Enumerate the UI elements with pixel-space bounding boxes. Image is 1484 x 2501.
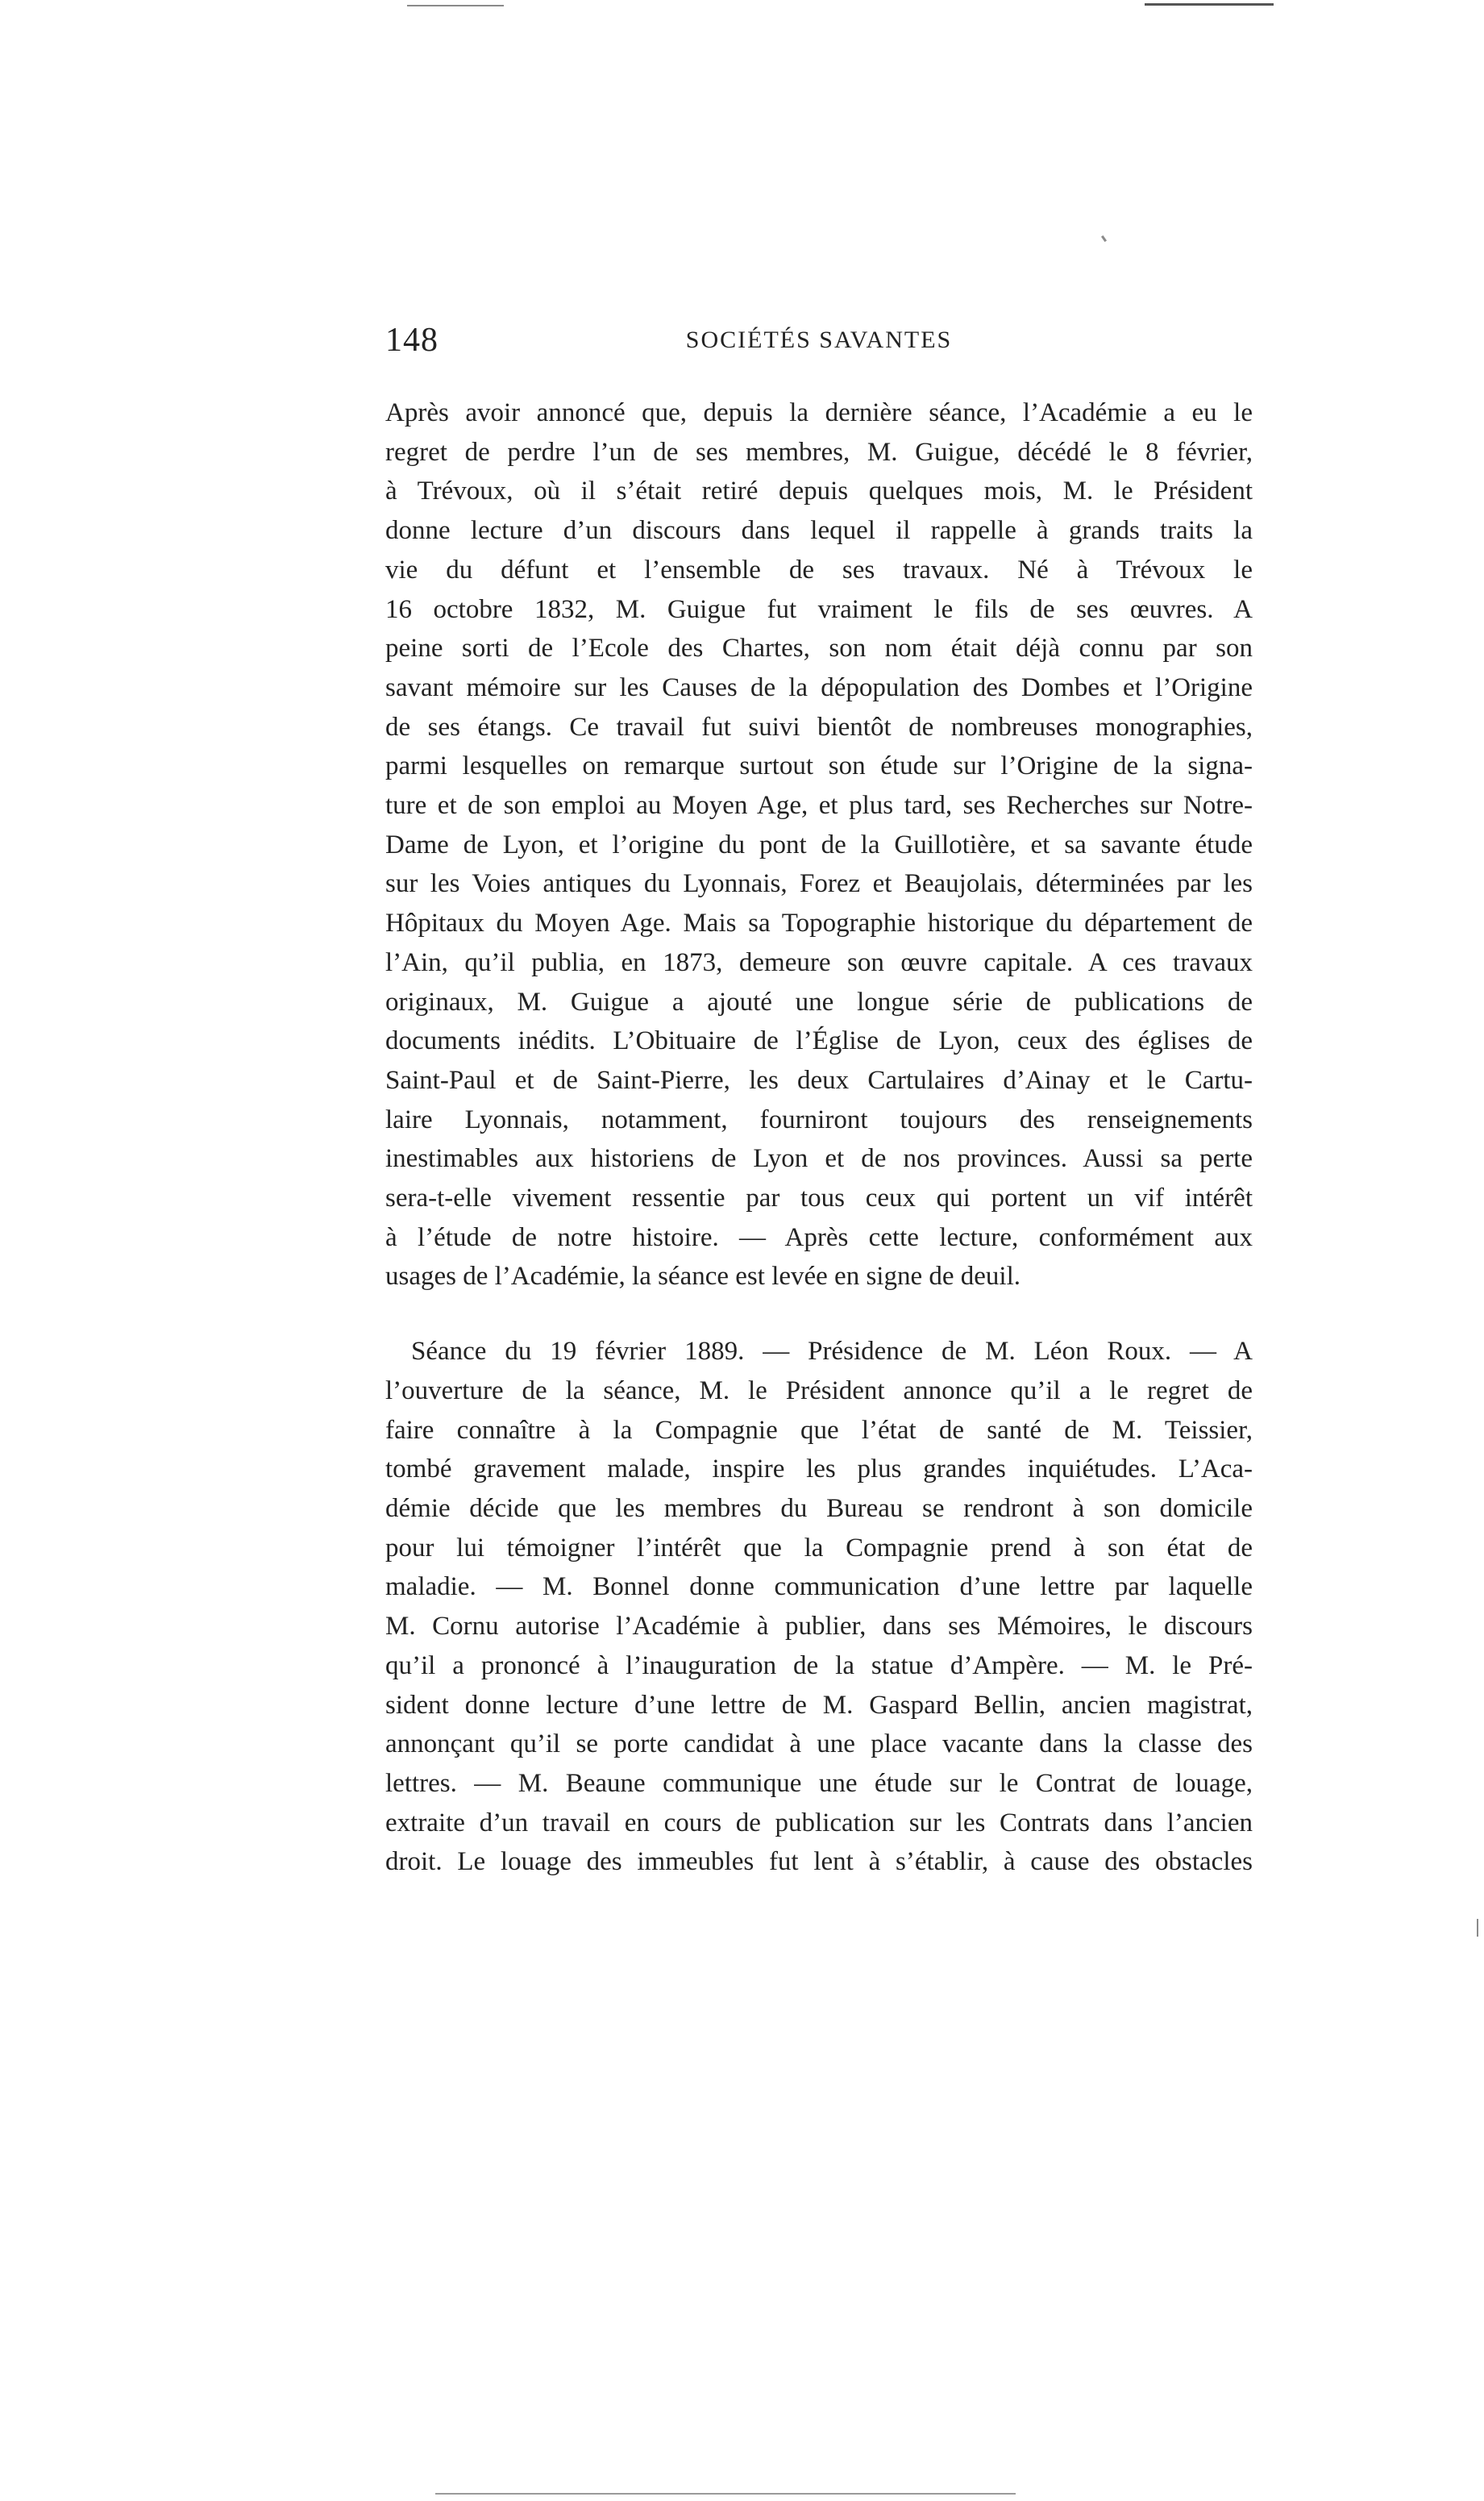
body-text: [385, 393, 1253, 1882]
scan-mark-top-right: [1145, 3, 1274, 6]
running-title: SOCIÉTÉS SAVANTES: [685, 327, 953, 353]
text-line: tombé gravement malade, inspire les plus grandes inquiétudes. L’Aca-: [385, 1454, 1253, 1484]
text-line: 16 octobre 1832, M. Guigue fut vraiment le fils de ses œuvres. A: [385, 594, 1253, 624]
text-line: l’ouverture de la séance, M. le Président annonce qu’il a le regret de: [385, 1375, 1253, 1405]
text-line: qu’il a prononcé à l’inauguration de la statue d’Ampère. — M. le Pré-: [385, 1650, 1253, 1680]
text-line: laire Lyonnais, notamment, fourniront toujours des renseignements: [385, 1105, 1253, 1134]
text-line: regret de perdre l’un de ses membres, M. Guigue, décédé le 8 février,: [385, 437, 1253, 467]
text-line: ture et de son emploi au Moyen Age, et plus tard, ses Recherches sur Notre-: [385, 791, 1253, 821]
text-line: originaux, M. Guigue a ajouté une longue série de publications de: [385, 987, 1253, 1017]
text-line: lettres. — M. Beaune communique une étude sur le Contrat de louage,: [385, 1768, 1253, 1798]
paragraph-guigue-obituary: [385, 393, 1253, 1296]
text-line: Hôpitaux du Moyen Age. Mais sa Topographie historique du département de: [385, 909, 1253, 938]
page-number: 148: [385, 322, 439, 359]
text-line: donne lecture d’un discours dans lequel il rappelle à grands traits la: [385, 516, 1253, 546]
paragraph-seance-19-fevrier-1889: [385, 1332, 1253, 1882]
text-line: vie du défunt et l’ensemble de ses travaux. Né à Trévoux le: [385, 555, 1253, 585]
text-line: démie décide que les membres du Bureau se rendront à son domicile: [385, 1493, 1253, 1523]
text-line: Après avoir annoncé que, depuis la dernière séance, l’Académie a eu le: [385, 398, 1253, 427]
text-line: faire connaître à la Compagnie que l’état de santé de M. Teissier,: [385, 1415, 1253, 1445]
text-line: annonçant qu’il se porte candidat à une place vacante dans la classe des: [385, 1729, 1253, 1759]
paragraph-spacer: [385, 1296, 1253, 1332]
text-line: Dame de Lyon, et l’origine du pont de la Guillotière, et sa savante étude: [385, 830, 1253, 859]
text-line: maladie. — M. Bonnel donne communication d’une lettre par laquelle: [385, 1572, 1253, 1602]
text-line: sur les Voies antiques du Lyonnais, Forez et Beaujolais, déterminées par les: [385, 869, 1253, 899]
text-line: à l’étude de notre histoire. — Après cette lecture, conformément aux: [385, 1222, 1253, 1252]
text-line: Saint-Paul et de Saint-Pierre, les deux Cartulaires d’Ainay et le Cartu-: [385, 1065, 1253, 1095]
text-line: usages de l’Académie, la séance est levée en signe de deuil.: [385, 1262, 1021, 1292]
text-line: sident donne lecture d’une lettre de M. Gaspard Bellin, ancien magistrat,: [385, 1690, 1253, 1720]
scan-mark-tick: [1101, 235, 1107, 242]
text-line: inestimables aux historiens de Lyon et de nos provinces. Aussi sa perte: [385, 1144, 1253, 1174]
text-line: M. Cornu autorise l’Académie à publier, dans ses Mémoires, le discours: [385, 1612, 1253, 1642]
text-line: de ses étangs. Ce travail fut suivi bientôt de nombreuses monographies,: [385, 712, 1253, 742]
text-line: sera-t-elle vivement ressentie par tous ceux qui portent un vif intérêt: [385, 1184, 1253, 1213]
text-line: à Trévoux, où il s’était retiré depuis quelques mois, M. le Président: [385, 476, 1253, 506]
scan-mark-right-edge: [1477, 1919, 1478, 1937]
scan-mark-top-left: [407, 5, 504, 6]
text-line: parmi lesquelles on remarque surtout son étude sur l’Origine de la signa-: [385, 751, 1253, 781]
text-line: savant mémoire sur les Causes de la dépopulation des Dombes et l’Origine: [385, 672, 1253, 702]
text-line: pour lui témoigner l’intérêt que la Compagnie prend à son état de: [385, 1533, 1253, 1563]
scan-mark-bottom: [435, 2493, 1016, 2495]
text-line: Séance du 19 février 1889. — Présidence de M. Léon Roux. — A: [411, 1337, 1253, 1367]
text-line: droit. Le louage des immeubles fut lent à s’établir, à cause des obstacles: [385, 1847, 1253, 1877]
text-line: peine sorti de l’Ecole des Chartes, son nom était déjà connu par son: [385, 634, 1253, 664]
text-line: extraite d’un travail en cours de publication sur les Contrats dans l’ancien: [385, 1808, 1253, 1837]
text-line: l’Ain, qu’il publia, en 1873, demeure son œuvre capitale. A ces travaux: [385, 947, 1253, 977]
page-header: [385, 316, 1253, 364]
text-line: documents inédits. L’Obituaire de l’Église de Lyon, ceux des églises de: [385, 1026, 1253, 1056]
